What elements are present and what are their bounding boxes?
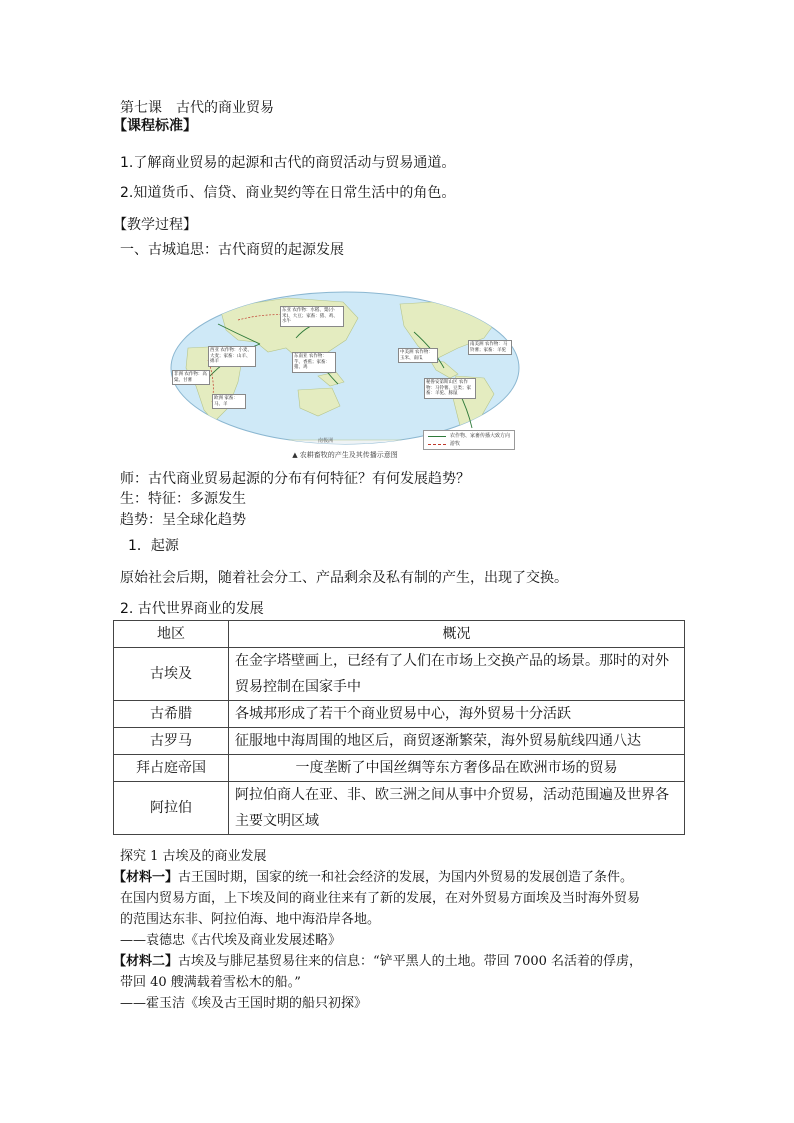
material-2-label: 【材料二】 (113, 954, 179, 969)
overview-line: 阿拉伯商人在亚、非、欧三洲之间从事中介贸易，活动范围遍及世界各 (235, 787, 669, 803)
overview-line: 各城邦形成了若干个商业贸易中心，海外贸易十分活跃 (235, 706, 571, 722)
agriculture-spread-map (168, 290, 522, 462)
map-box-south-america: 南美洲 农作物：马铃薯；家畜：羊驼 (468, 340, 512, 355)
overview-cell (229, 728, 685, 755)
overview-cell (229, 782, 685, 835)
legend-route-line (428, 444, 446, 445)
material-2-text-1: 古埃及与腓尼基贸易往来的信息：“铲平黑人的土地。带回 7000 名活着的俘虏， (178, 954, 643, 969)
student-answer: 生：特征：多源发生 (120, 491, 246, 507)
explore-title: 探究 1 古埃及的商业发展 (120, 849, 267, 864)
material-2-source: ——霍玉洁《埃及古王国时期的船只初探》 (120, 996, 368, 1011)
table-row (114, 728, 685, 755)
region-cell: 古希腊 (114, 701, 229, 728)
table-header-row (114, 621, 685, 648)
section-process: 【教学过程】 (113, 217, 197, 233)
sub1-title: 1．起源 (128, 538, 179, 554)
material-1-label: 【材料一】 (113, 870, 179, 885)
region-cell: 拜占庭帝国 (114, 755, 229, 782)
header-overview: 概况 (229, 621, 685, 648)
table-row (114, 701, 685, 728)
overview-cell (229, 755, 685, 782)
standard-item-2: 2.知道货币、信贷、商业契约等在日常生活中的角色。 (120, 185, 456, 201)
overview-line: 贸易控制在国家手中 (235, 679, 361, 695)
material-1-line-1 (113, 867, 633, 888)
sub2-title: 2. 古代世界商业的发展 (120, 601, 264, 617)
header-region: 地区 (114, 621, 229, 648)
region-cell: 古埃及 (114, 648, 229, 701)
map-legend (423, 430, 515, 450)
trend-answer: 趋势：呈全球化趋势 (120, 512, 246, 528)
part-one-title: 一、古城追思：古代商贸的起源发展 (120, 242, 344, 258)
map-box-central-america: 中美洲 农作物：玉米、南瓜 (398, 348, 438, 363)
table-row (114, 782, 685, 835)
commerce-table (113, 620, 685, 835)
sub1-text: 原始社会后期，随着社会分工、产品剩余及私有制的产生，出现了交换。 (120, 570, 568, 586)
overview-line: 征服地中海周围的地区后，商贸逐渐繁荣，海外贸易航线四通八达 (235, 733, 641, 749)
overview-cell (229, 648, 685, 701)
overview-line: 一度垄断了中国丝绸等东方奢侈品在欧洲市场的贸易 (295, 760, 618, 776)
map-box-southeast-asia: 东南亚 农作物：芋、香蕉；家畜：猪、鸡 (292, 352, 336, 373)
material-1-text-1: 古王国时期，国家的统一和社会经济的发展，为国内外贸易的发展创造了条件。 (178, 870, 634, 885)
standard-item-1: 1.了解商业贸易的起源和古代的商贸活动与贸易通道。 (120, 155, 456, 171)
material-1-source: ——袁德忠《古代埃及商业发展述略》 (120, 933, 342, 948)
overview-line: 主要文明区域 (235, 813, 319, 829)
legend-route-label: 游牧 (450, 441, 461, 447)
region-cell: 阿拉伯 (114, 782, 229, 835)
region-cell: 古罗马 (114, 728, 229, 755)
material-1-line-3: 的范围达东非、阿拉伯海、地中海沿岸各地。 (120, 912, 381, 927)
section-standard: 【课程标准】 (113, 118, 197, 134)
material-1-line-2: 在国内贸易方面，上下埃及间的商业往来有了新的发展，在对外贸易方面埃及当时海外贸易 (120, 891, 641, 906)
lesson-title: 第七课 古代的商业贸易 (120, 100, 274, 116)
overview-line: 在金字塔壁画上，已经有了人们在市场上交换产品的场景。那时的对外 (235, 653, 669, 669)
table-row (114, 755, 685, 782)
legend-crop-line (428, 436, 446, 437)
map-caption: ▲ 农耕畜牧的产生及其传播示意图 (292, 451, 398, 459)
map-box-africa: 非洲 农作物：高粱、甘薯 (172, 370, 210, 385)
map-box-east-asia: 东亚 农作物：水稻、粟(小米)、大豆；家畜：猪、鸡、水牛 (280, 306, 344, 327)
material-2-line-2: 带回 40 艘满载着雪松木的船。” (120, 975, 301, 990)
map-box-west-asia: 西亚 农作物：小麦、大麦；家畜：山羊、绵羊 (208, 346, 256, 367)
map-box-europe: 欧洲 家畜：马、羊 (212, 394, 246, 409)
overview-cell (229, 701, 685, 728)
teacher-question: 师：古代商业贸易起源的分布有何特征？有何发展趋势？ (120, 471, 470, 487)
legend-crop-label: 农作物、家畜传播大致方向 (450, 433, 511, 439)
antarctica-label: 南极洲 (318, 438, 334, 444)
world-map-image (168, 290, 522, 450)
material-2-line-1 (113, 951, 642, 972)
map-box-andes: 秘鲁安第斯山区 农作物：马铃薯、豆类；家畜：羊驼、豚鼠 (424, 378, 476, 399)
table-row (114, 648, 685, 701)
